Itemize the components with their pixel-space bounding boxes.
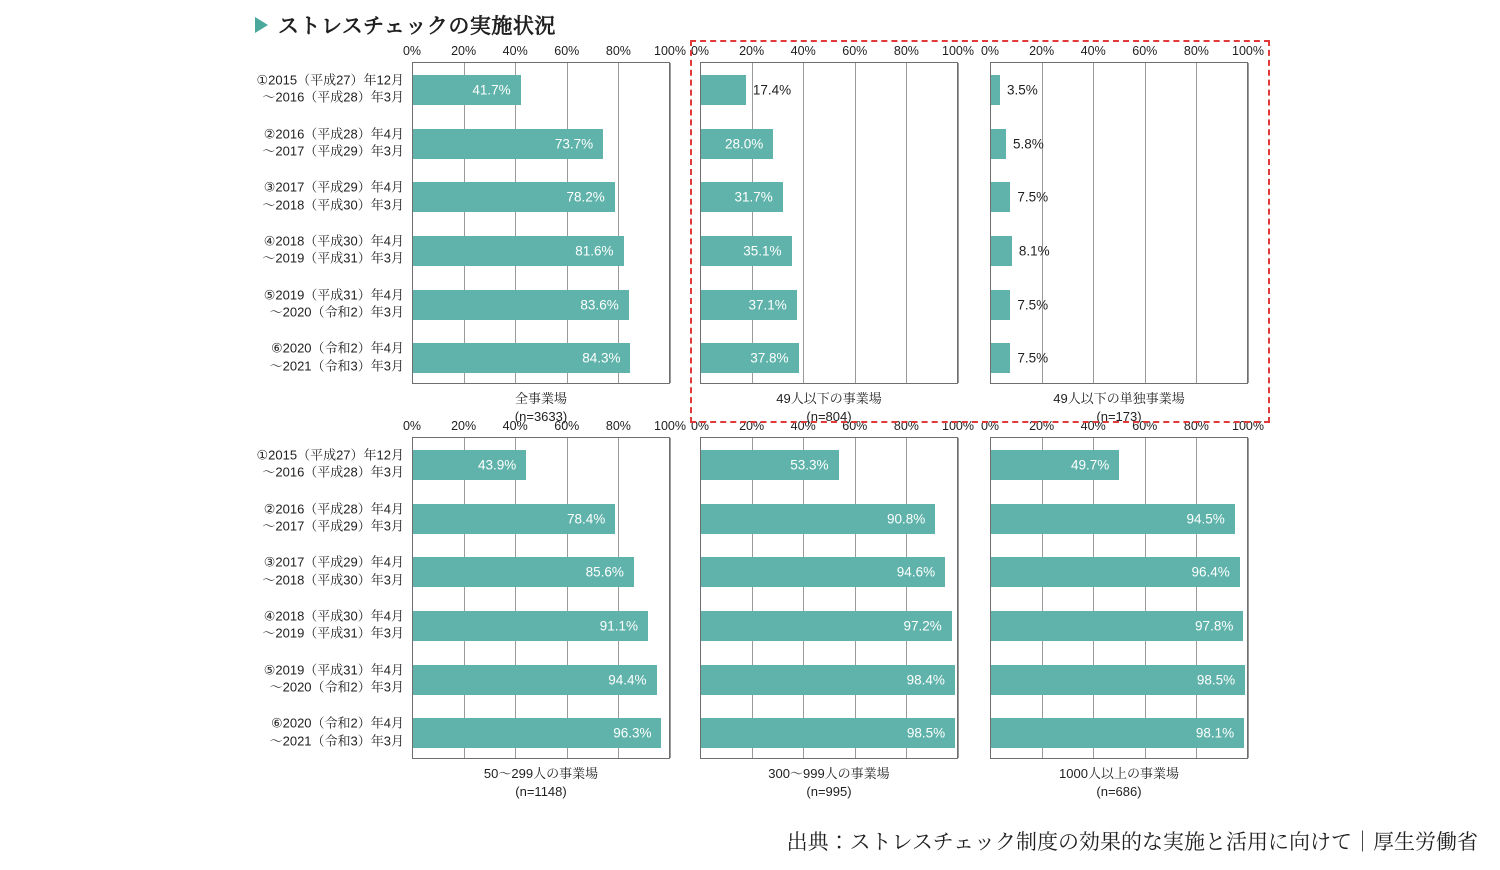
chart-panel-1000-plus xyxy=(980,419,1264,800)
x-axis-ticks xyxy=(402,44,686,62)
bar-value-label: 97.2% xyxy=(903,618,942,634)
category-axis-top xyxy=(240,62,408,384)
triangle-right-icon xyxy=(255,17,268,33)
bar xyxy=(991,129,1006,159)
x-tick-label: 60% xyxy=(1132,44,1158,58)
bar-value-label: 91.1% xyxy=(599,618,639,634)
bar-value-label: 96.4% xyxy=(1191,564,1230,580)
x-tick-label: 20% xyxy=(739,44,765,58)
x-axis-ticks xyxy=(402,419,686,437)
bar-value-label: 3.5% xyxy=(1007,82,1038,98)
bar-series xyxy=(991,438,1247,758)
panel-title: 1000人以上の事業場 xyxy=(1059,766,1179,781)
bar-value-label: 28.0% xyxy=(724,136,764,151)
panel-caption xyxy=(412,765,670,800)
x-tick-label: 100% xyxy=(1232,419,1264,433)
bar-row xyxy=(991,557,1247,587)
x-axis-ticks xyxy=(690,419,974,437)
bar xyxy=(991,75,1000,105)
source-note: 出典：ストレスチェック制度の効果的な実施と活用に向けて｜厚生労働省 xyxy=(786,831,1478,854)
gridline xyxy=(670,438,671,758)
bar-value-label: 35.1% xyxy=(743,243,782,259)
x-tick-label: 40% xyxy=(502,44,528,58)
bar-value-label: 78.2% xyxy=(566,189,605,205)
bar-value-label: 37.1% xyxy=(748,297,787,312)
plot-area xyxy=(412,62,670,384)
bar-value-label: 8.1% xyxy=(1018,243,1050,259)
bar-row xyxy=(991,343,1247,373)
x-tick-label: 60% xyxy=(554,419,580,433)
page-title-text: ストレスチェックの実施状況 xyxy=(278,15,556,38)
x-tick-label: 60% xyxy=(842,44,868,58)
bar-row xyxy=(701,343,957,373)
bar-value-label: 84.3% xyxy=(582,350,621,366)
bar-row xyxy=(413,611,669,641)
plot-area xyxy=(700,62,958,384)
category-label: ③2017（平成29）年4月 ～2018（平成30）年3月 xyxy=(262,179,404,213)
bar-value-label: 7.5% xyxy=(1017,297,1049,312)
bar-row xyxy=(991,504,1247,534)
bar xyxy=(991,182,1010,212)
bar-row xyxy=(991,182,1247,212)
bar-value-label: 7.5% xyxy=(1017,189,1049,205)
panel-title: 50〜299人の事業場 xyxy=(483,766,599,781)
x-tick-label: 60% xyxy=(842,419,868,433)
bar-row xyxy=(413,129,669,159)
panel-title: 全事業場 xyxy=(514,391,567,406)
plot-area xyxy=(412,437,670,759)
panel-subtitle: (n=686) xyxy=(1096,783,1142,799)
bar xyxy=(701,75,746,105)
bar-value-label: 97.8% xyxy=(1195,618,1234,634)
x-tick-label: 40% xyxy=(790,419,816,433)
bar-row xyxy=(701,129,957,159)
bar-row xyxy=(701,504,957,534)
bar-row xyxy=(991,718,1247,748)
bar-row xyxy=(413,665,669,695)
panel-caption xyxy=(990,765,1248,800)
chart-panel-under-50 xyxy=(690,44,974,425)
x-tick-label: 80% xyxy=(605,419,631,433)
x-tick-label: 0% xyxy=(402,44,422,58)
x-tick-label: 100% xyxy=(654,44,686,58)
bar-value-label: 98.5% xyxy=(906,725,946,741)
plot-area xyxy=(990,437,1248,759)
bar-value-label: 53.3% xyxy=(790,457,829,473)
bar-row xyxy=(701,182,957,212)
chart-panel-300-999 xyxy=(690,419,974,800)
x-tick-label: 40% xyxy=(502,419,528,433)
x-tick-label: 20% xyxy=(451,44,477,58)
bar-value-label: 98.5% xyxy=(1196,672,1236,687)
bar-value-label: 96.3% xyxy=(613,725,652,741)
bar-value-label: 90.8% xyxy=(886,511,926,526)
bar-row xyxy=(701,75,957,105)
x-tick-label: 20% xyxy=(1029,419,1055,433)
category-label: ⑥2020（令和2）年4月 ～2021（令和3）年3月 xyxy=(269,715,404,749)
x-tick-label: 0% xyxy=(402,419,422,433)
bar-row xyxy=(413,290,669,320)
panel-title: 49人以下の事業場 xyxy=(776,391,882,406)
panel-title: 300〜999人の事業場 xyxy=(768,766,890,781)
bar-row xyxy=(701,665,957,695)
bar-row xyxy=(413,236,669,266)
category-label: ⑤2019（平成31）年4月 ～2020（令和2）年3月 xyxy=(263,661,404,695)
bar-series xyxy=(413,63,669,383)
category-label: ②2016（平成28）年4月 ～2017（平成29）年3月 xyxy=(262,125,404,159)
panel-subtitle: (n=804) xyxy=(806,408,852,424)
panel-subtitle: (n=3633) xyxy=(514,408,568,424)
bar-row xyxy=(413,718,669,748)
x-tick-label: 0% xyxy=(690,419,710,433)
x-axis-ticks xyxy=(690,44,974,62)
bar-row xyxy=(413,75,669,105)
gridline xyxy=(1248,63,1249,383)
category-label: ⑥2020（令和2）年4月 ～2021（令和3）年3月 xyxy=(269,340,404,374)
bar-row xyxy=(413,450,669,480)
bar-row xyxy=(991,75,1247,105)
gridline xyxy=(670,63,671,383)
gridline xyxy=(958,438,959,758)
x-tick-label: 40% xyxy=(1080,419,1106,433)
category-label: ①2015（平成27）年12月 ～2016（平成28）年3月 xyxy=(256,72,404,105)
category-label: ①2015（平成27）年12月 ～2016（平成28）年3月 xyxy=(256,447,404,480)
bar-value-label: 78.4% xyxy=(567,511,606,526)
bar-value-label: 37.8% xyxy=(750,350,789,366)
bar-row xyxy=(413,504,669,534)
bar-value-label: 7.5% xyxy=(1017,350,1049,366)
x-tick-label: 100% xyxy=(942,44,974,58)
plot-area xyxy=(990,62,1248,384)
bar-row xyxy=(413,557,669,587)
x-axis-ticks xyxy=(980,44,1264,62)
x-tick-label: 60% xyxy=(554,44,580,58)
plot-area xyxy=(700,437,958,759)
bar-row xyxy=(701,450,957,480)
bar-value-label: 94.6% xyxy=(896,564,936,580)
category-label: ②2016（平成28）年4月 ～2017（平成29）年3月 xyxy=(262,500,404,534)
x-tick-label: 20% xyxy=(739,419,765,433)
bar-series xyxy=(991,63,1247,383)
category-label: ③2017（平成29）年4月 ～2018（平成30）年3月 xyxy=(262,554,404,588)
x-tick-label: 40% xyxy=(1080,44,1106,58)
chart-panel-under-50-standalone xyxy=(980,44,1264,425)
bar-row xyxy=(991,236,1247,266)
bar-row xyxy=(701,611,957,641)
bar-row xyxy=(991,290,1247,320)
chart-row-bottom xyxy=(0,419,1500,799)
bar-series xyxy=(413,438,669,758)
x-tick-label: 60% xyxy=(1132,419,1158,433)
gridline xyxy=(1248,438,1249,758)
bar-row xyxy=(701,236,957,266)
bar-value-label: 85.6% xyxy=(585,564,624,580)
page-title xyxy=(255,10,556,40)
category-axis-bottom xyxy=(240,437,408,759)
x-tick-label: 40% xyxy=(790,44,816,58)
x-tick-label: 80% xyxy=(893,419,919,433)
x-tick-label: 80% xyxy=(1183,419,1209,433)
bar-value-label: 5.8% xyxy=(1012,136,1044,151)
bar-value-label: 98.4% xyxy=(906,672,945,687)
bar-row xyxy=(701,290,957,320)
category-label: ⑤2019（平成31）年4月 ～2020（令和2）年3月 xyxy=(263,286,404,320)
x-axis-ticks xyxy=(980,419,1264,437)
chart-panel-50-299 xyxy=(402,419,686,800)
bar xyxy=(991,343,1010,373)
x-tick-label: 0% xyxy=(980,419,1000,433)
bar-value-label: 17.4% xyxy=(752,82,792,98)
bar-value-label: 43.9% xyxy=(477,457,517,473)
x-tick-label: 80% xyxy=(893,44,919,58)
panel-subtitle: (n=1148) xyxy=(515,783,567,799)
panel-title: 49人以下の単独事業場 xyxy=(1053,391,1185,406)
x-tick-label: 0% xyxy=(980,44,1000,58)
bar-row xyxy=(413,182,669,212)
panel-caption xyxy=(700,765,958,800)
bar-value-label: 94.4% xyxy=(608,672,647,687)
panel-subtitle: (n=173) xyxy=(1096,408,1142,424)
bar-row xyxy=(991,665,1247,695)
bar-row xyxy=(991,450,1247,480)
bar-row xyxy=(991,129,1247,159)
x-tick-label: 100% xyxy=(942,419,974,433)
gridline xyxy=(958,63,959,383)
bar-series xyxy=(701,438,957,758)
panel-subtitle: (n=995) xyxy=(806,783,852,799)
bar-row xyxy=(701,718,957,748)
chart-panel-all-workplaces xyxy=(402,44,686,425)
x-tick-label: 80% xyxy=(605,44,631,58)
x-tick-label: 20% xyxy=(451,419,477,433)
x-tick-label: 20% xyxy=(1029,44,1055,58)
category-label: ④2018（平成30）年4月 ～2019（平成31）年3月 xyxy=(262,233,404,266)
bar-value-label: 98.1% xyxy=(1195,725,1235,741)
category-label: ④2018（平成30）年4月 ～2019（平成31）年3月 xyxy=(262,608,404,641)
bar-value-label: 31.7% xyxy=(734,189,773,205)
x-tick-label: 100% xyxy=(1232,44,1264,58)
chart-row-top xyxy=(0,44,1500,424)
bar-value-label: 41.7% xyxy=(472,82,511,98)
bar-row xyxy=(701,557,957,587)
bar xyxy=(991,290,1010,320)
bar-value-label: 49.7% xyxy=(1070,457,1110,473)
bar-value-label: 83.6% xyxy=(580,297,619,312)
bar-value-label: 94.5% xyxy=(1186,511,1225,526)
x-tick-label: 0% xyxy=(690,44,710,58)
chart-grid xyxy=(0,44,1500,799)
bar-value-label: 73.7% xyxy=(554,136,594,151)
bar-row xyxy=(413,343,669,373)
bar-row xyxy=(991,611,1247,641)
bar xyxy=(991,236,1012,266)
bar-value-label: 81.6% xyxy=(575,243,614,259)
x-tick-label: 100% xyxy=(654,419,686,433)
bar-series xyxy=(701,63,957,383)
x-tick-label: 80% xyxy=(1183,44,1209,58)
